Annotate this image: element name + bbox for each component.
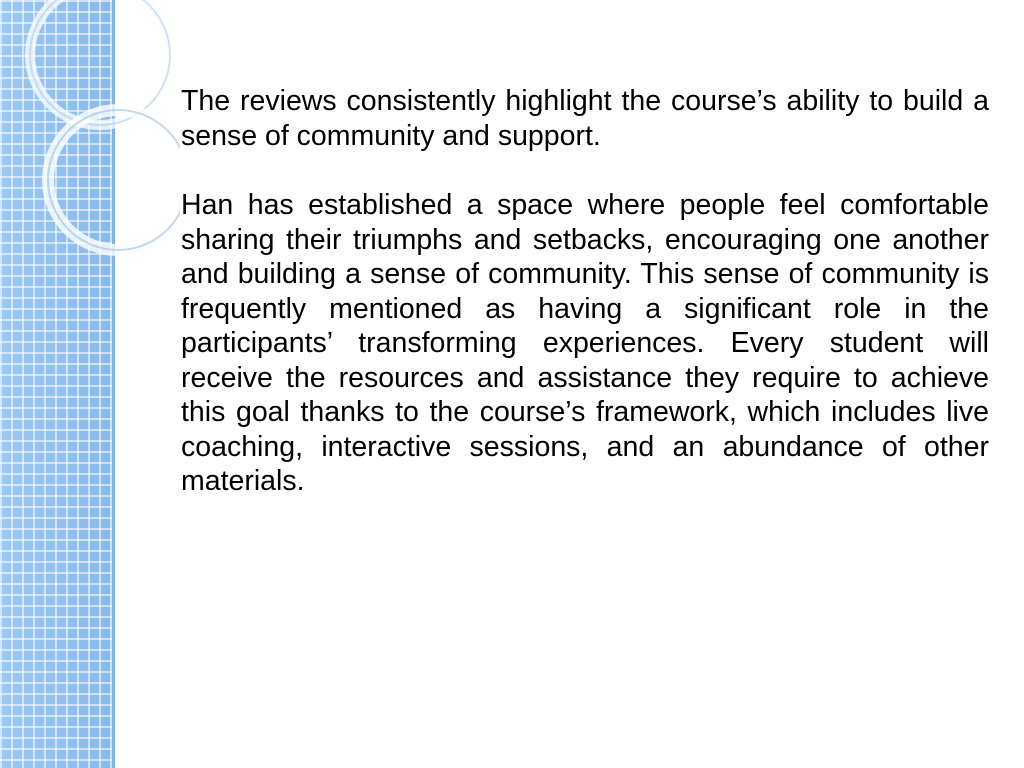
- paragraph-community-support: The reviews consistently highlight the course’s ability to build a sense of community and support.: [181, 85, 989, 152]
- decorative-rings-graphic: [0, 0, 180, 260]
- paragraph-han-space: Han has established a space where people feel comfortable sharing their triumphs and setbacks, encouraging one another and building a sense of community. This sense of community is frequently mentioned as having a significant role in the participants’ transforming experiences. Every student will receive the resources and assistance they require to achieve this goal thanks to the course’s framework, which includes live coaching, interactive sessions, and an abundance of other materials.: [181, 189, 989, 497]
- slide-body-text: [181, 84, 989, 499]
